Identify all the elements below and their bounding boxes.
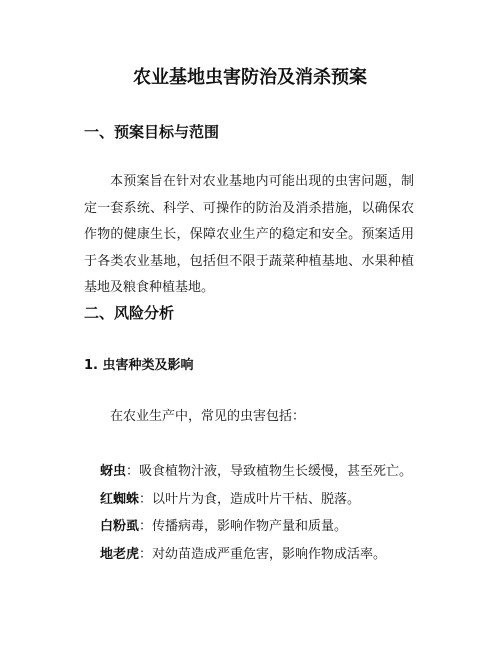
section-paragraph-goals: 本预案旨在针对农业基地内可能出现的虫害问题，制定一套系统、科学、可操作的防治及消杀措施，以确保农作物的健康生长，保障农业生产的稳定和安全。预案适用于各类农业基地，包括但不限于蔬菜种植基地、水果种植基地及粮食种植基地。 [84, 174, 414, 295]
pest-description: ：以叶片为食，造成叶片干枯、脱落。 [139, 491, 361, 507]
pest-description: ：传播病毒，影响作物产量和质量。 [139, 519, 348, 534]
document-title: 农业基地虫害防治及消杀预案 [133, 67, 367, 88]
pest-description: ：对幼苗造成严重危害，影响作物成活率。 [139, 546, 387, 562]
pest-name: 蚜虫 [100, 464, 127, 479]
list-item [100, 513, 440, 541]
list-item [100, 486, 440, 514]
list-item [100, 541, 440, 569]
pest-name: 红蜘蛛 [100, 491, 140, 507]
pest-list [100, 458, 440, 568]
section-heading-risk: 二、风险分析 [84, 304, 175, 322]
list-item [100, 458, 440, 486]
section-heading-goals: 一、预案目标与范围 [84, 123, 220, 141]
pest-name: 地老虎 [100, 546, 140, 562]
pest-intro-text: 在农业生产中，常见的虫害包括： [110, 409, 306, 424]
subsection-heading-pest-types: 1. 虫害种类及影响 [84, 358, 194, 373]
pest-name: 白粉虱 [100, 519, 140, 534]
pest-description: ：吸食植物汁液，导致植物生长缓慢，甚至死亡。 [126, 464, 413, 479]
